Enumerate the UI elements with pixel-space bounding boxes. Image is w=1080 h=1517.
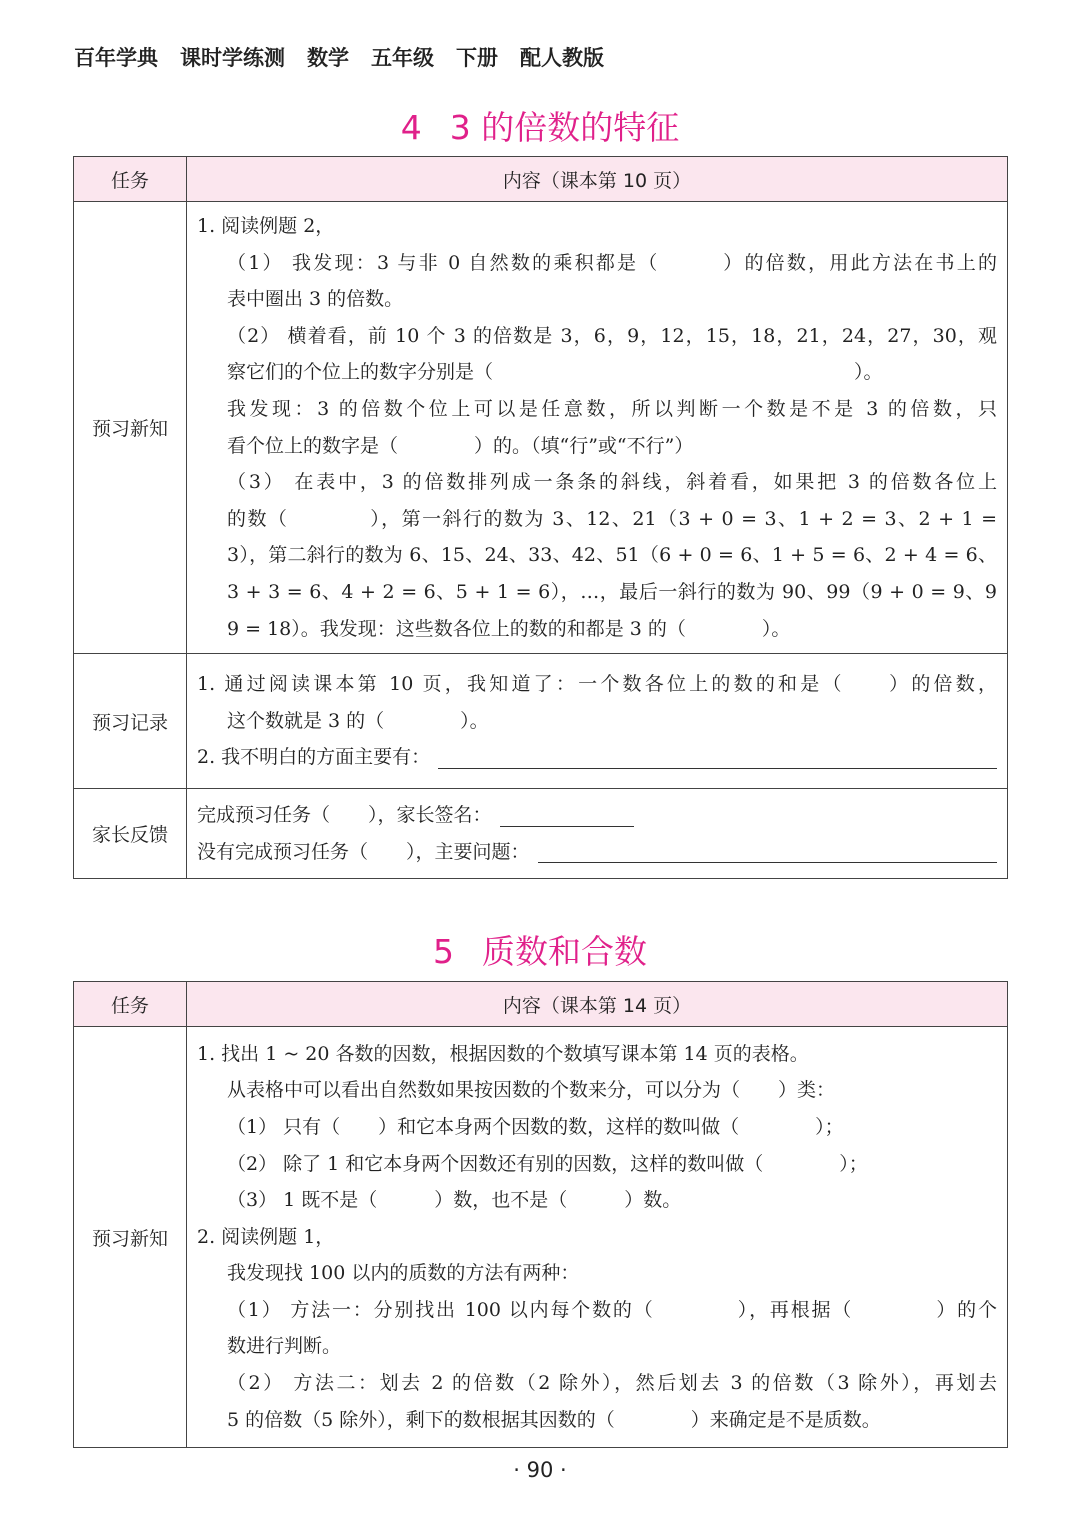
header-grade: 五年级 [371,46,434,70]
content-line: 3），第二斜行的数为 6、15、24、33、42、51（6 + 0 = 6、1 + 5 = 6、2 + 4 = 6、 [227,544,997,567]
content-line: 2. 阅读例题 1， [197,1225,335,1248]
content-line: 察它们的个位上的数字分别是（ ）。 [227,361,883,384]
content-line: 1. 通过阅读课本第 10 页，我知道了：一个数各位上的数的和是（ ）的倍数， [197,673,997,696]
content-line: （2） 方法二：划去 2 的倍数（2 除外），然后划去 3 的倍数（3 除外），再划去 [227,1372,997,1395]
content-line: （3） 在表中，3 的倍数排列成一条条的斜线，斜着看，如果把 3 的倍数各位上 [227,471,997,494]
section-title-5 [0,926,1080,973]
section-5-table [73,981,1008,1448]
section-title-4 [0,102,1080,149]
section-title-text: 质数和合数 [482,932,647,971]
column-header-task: 任务 [74,982,187,1027]
book-header [74,42,626,72]
content-line: 看个位上的数字是（ ）的。（填“行”或“不行”） [227,434,694,457]
page-number: · 90 · [513,1458,567,1482]
task-label: 预习新知 [74,1027,187,1448]
task-content [187,1027,1008,1448]
task-label: 预习记录 [74,654,187,789]
content-line: 这个数就是 3 的（ ）。 [227,709,489,732]
content-line: 表中圈出 3 的倍数。 [227,288,404,311]
content-line: 1. 找出 1 ~ 20 各数的因数，根据因数的个数填写课本第 14 页的表格。 [197,1042,809,1065]
content-line: 的数（ ），第一斜行的数为 3、12、21（3 + 0 = 3、1 + 2 = 3、2 + 1 = [227,507,997,530]
content-line: （1） 我发现：3 与非 0 自然数的乘积都是（ ）的倍数，用此方法在书上的 [227,251,997,274]
parent-signature-line[interactable] [500,804,634,827]
task-content [187,202,1008,654]
content-line: （1） 方法一：分别找出 100 以内每个数的（ ），再根据（ ）的个 [227,1298,997,1321]
task-label: 家长反馈 [74,789,187,879]
content-line: 没有完成预习任务（ ），主要问题： [197,840,530,863]
task-content [187,654,1008,789]
answer-blank-line[interactable] [438,746,997,769]
column-header-task: 任务 [74,157,187,202]
content-line: （3） 1 既不是（ ）数，也不是（ ）数。 [227,1189,682,1212]
content-line: 1. 阅读例题 2， [197,215,335,237]
content-line: 从表格中可以看出自然数如果按因数的个数来分，可以分为（ ）类： [227,1079,836,1102]
content-line: 9 = 18）。我发现：这些数各位上的数的和都是 3 的（ ）。 [227,617,791,640]
content-line: 我发现：3 的倍数个位上可以是任意数，所以判断一个数是不是 3 的倍数，只 [227,397,997,420]
task-label: 预习新知 [74,202,187,654]
header-series: 百年学典 [74,46,158,70]
header-book: 课时学练测 [180,46,285,70]
column-header-content: 内容（课本第 14 页） [187,982,1008,1027]
section-title-text: 3 的倍数的特征 [449,108,680,147]
content-line: （2） 横着看，前 10 个 3 的倍数是 3，6，9，12，15，18，21，24，27，30，观 [227,324,997,347]
column-header-content: 内容（课本第 10 页） [187,157,1008,202]
header-volume: 下册 [456,46,498,70]
task-content [187,789,1008,879]
section-number: 4 [400,108,422,147]
section-4-table [73,156,1008,879]
main-problem-line[interactable] [538,840,997,863]
content-line: 2. 我不明白的方面主要有： [197,746,431,769]
section-number: 5 [433,932,454,971]
content-line: （1） 只有（ ）和它本身两个因数的数，这样的数叫做（ ）； [227,1115,844,1138]
content-line: 数进行判断。 [227,1335,342,1358]
content-line: 3 + 3 = 6、4 + 2 = 6、5 + 1 = 6），…，最后一斜行的数为 90、99（9 + 0 = 9、9 [227,580,997,603]
header-subject: 数学 [307,46,349,70]
content-line: 我发现找 100 以内的质数的方法有两种： [227,1262,580,1285]
content-line: 5 的倍数（5 除外），剩下的数根据其因数的（ ）来确定是不是质数。 [227,1408,881,1431]
content-line: 完成预习任务（ ），家长签名： [197,804,492,827]
header-edition: 配人教版 [520,46,604,70]
content-line: （2） 除了 1 和它本身两个因数还有别的因数，这样的数叫做（ ）； [227,1152,868,1175]
